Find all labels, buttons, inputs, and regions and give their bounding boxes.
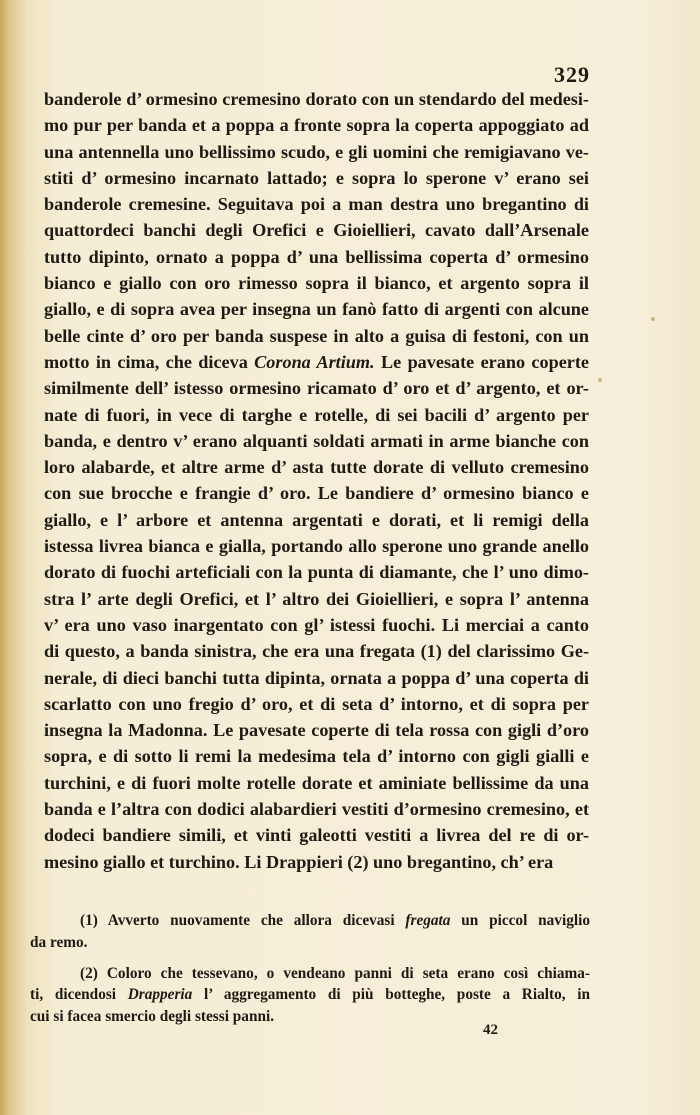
- text-line: giallo, e l’ arbore et antenna argentati e dorati, et li remigi della: [44, 509, 589, 530]
- text-line: dodeci bandiere simili, et vinti galeotti vestiti a livrea del re di or-: [44, 825, 589, 846]
- text-line: v’ era uno vaso inargentato con gl’ istessi fuochi. Li merciai a canto: [44, 614, 589, 635]
- text-line: con sue brocche e frangie d’ oro. Le bandiere d’ ormesino bianco e: [44, 483, 589, 504]
- footnotes-block: [30, 910, 590, 1028]
- text-run: un piccol naviglio: [450, 912, 590, 929]
- text-line: quattordeci banchi degli Orefici e Gioiellieri, cavato dall’Arsenale: [44, 220, 589, 241]
- page-number: 329: [554, 62, 590, 87]
- text-line: istessa livrea bianca e gialla, portando allo sperone uno grande anello: [44, 536, 589, 557]
- text-line: belle cinte d’ oro per banda suspese in alto a guisa di festoni, con un: [44, 325, 589, 346]
- text-line: mo pur per banda et a poppa a fronte sopra la coperta appoggiato ad: [44, 115, 589, 136]
- text-line: giallo, e di sopra avea per insegna un fanò fatto di argenti con alcune: [44, 299, 589, 320]
- text-run: motto in cima, che diceva: [44, 351, 255, 372]
- text-line: stra l’ arte degli Orefici, et l’ altro dei Gioiellieri, e sopra l’ antenna: [44, 588, 589, 609]
- text-line: di questo, a banda sinistra, che era una fregata (1) del clarissimo Ge-: [44, 641, 589, 662]
- printer-signature-mark: 42: [483, 1022, 498, 1038]
- footnote-line: [30, 984, 590, 1006]
- text-line: dorato di fuochi arteficiali con la punta di diamante, che l’ uno dimo-: [44, 562, 589, 583]
- main-text-block: [44, 86, 589, 875]
- text-run: ti, dicendosi: [30, 986, 128, 1004]
- paper-speck: [598, 378, 602, 382]
- text-run: (1) Avverto nuovamente che allora dicevasi: [80, 912, 406, 929]
- footnote-line: (2) Coloro che tessevano, o vendeano panni di seta erano così chiama-: [80, 964, 590, 982]
- italic-term: Drapperia: [127, 986, 193, 1004]
- text-line: nerale, di dieci banchi tutta dipinta, ornata a poppa d’ una coperta di: [44, 667, 589, 688]
- text-line: banda e l’altra con dodici alabardieri vestiti d’ormesino cremesino, et: [44, 799, 589, 820]
- text-line: banderole cremesine. Seguitava poi a man destra uno bregantino di: [44, 194, 589, 215]
- text-line: sopra, e di sotto li remi la medesima tela d’ intorno con gigli gialli e: [44, 746, 589, 767]
- text-line: mesino giallo et turchino. Li Drappieri (2) uno bregantino, ch’ era: [44, 851, 554, 872]
- text-line: bianco e giallo con oro rimesso sopra il bianco, et argento sopra il: [44, 273, 589, 294]
- text-line: [44, 349, 589, 375]
- text-line: turchini, e di fuori molte rotelle dorate et aminiate bellissime da una: [44, 772, 589, 793]
- text-line: loro alabarde, et altre arme d’ asta tutte dorate di velluto cremesino: [44, 457, 589, 478]
- text-line: tutto dipinto, ornato a poppa d’ una bellissima coperta d’ ormesino: [44, 246, 589, 267]
- text-run: l’ aggregamento di più botteghe, poste a Rialto, in: [192, 986, 590, 1004]
- text-line: una antennella uno bellissimo scudo, e gli uomini che remigiavano ve-: [44, 141, 589, 162]
- text-line: banda, e dentro v’ erano alquanti soldati armati in arme bianche con: [44, 430, 589, 451]
- text-line: stiti d’ ormesino incarnato lattado; e sopra lo sperone v’ erano sei: [44, 167, 589, 188]
- text-line: insegna la Madonna. Le pavesate coperte di tela rossa con gigli d’oro: [44, 720, 589, 741]
- text-line: scarlatto con uno fregio d’ oro, et di seta d’ intorno, et di sopra per: [44, 693, 589, 714]
- italic-term: Corona Artium.: [254, 351, 375, 372]
- text-run: Le pavesate erano coperte: [374, 351, 589, 372]
- text-line: nate di fuori, in vece di targhe e rotelle, di sei bacili d’ argento per: [44, 404, 589, 425]
- text-line: banderole d’ ormesino cremesino dorato con un stendardo del medesi-: [44, 89, 589, 109]
- footnote-line: cui si facea smercio degli stessi panni.: [30, 1008, 275, 1026]
- footnote-1: [30, 910, 590, 954]
- italic-term: fregata: [405, 912, 451, 929]
- text-line: similmente dell’ istesso ormesino ricamato d’ oro et d’ argento, et or-: [44, 378, 589, 399]
- footnote-line: da remo.: [30, 933, 88, 951]
- footnote-2: [30, 963, 590, 1028]
- footnote-line: [30, 910, 590, 932]
- paper-speck: [651, 317, 655, 321]
